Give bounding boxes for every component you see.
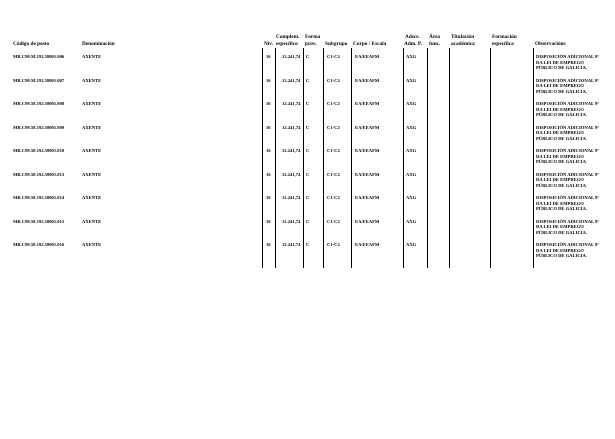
cell-complemento: 12.241,74 — [282, 101, 301, 106]
cell-forma: C — [306, 54, 310, 59]
cell-corpo: EA/EEAFM — [355, 195, 380, 200]
observacions-line-2: DA LEI DE EMPREGO — [536, 224, 584, 230]
cell-complemento: 12.241,74 — [282, 77, 301, 83]
header-subgrupo: Subgrupo — [325, 41, 348, 47]
cell-subgrupo: C1-C2 — [327, 54, 340, 59]
header-complemento-1: Complem. — [276, 34, 300, 40]
cell-corpo: EA/EEAFM — [355, 171, 380, 177]
cell-observacions — [536, 172, 608, 189]
cell-subgrupo: C1-C2 — [327, 218, 340, 224]
observacions-line-3: PÚBLICO DE GALICIA. — [536, 159, 587, 165]
header-area-2: func. — [429, 41, 441, 47]
observacions-line-3: PÚBLICO DE GALICIA. — [536, 65, 587, 71]
observacions-line-3: PÚBLICO DE GALICIA. — [536, 135, 587, 141]
cell-subgrupo: C1-C2 — [327, 101, 340, 106]
header-titulacion-2: académica — [451, 41, 475, 47]
cell-denominacion: AXENTE — [82, 242, 102, 247]
cell-forma: C — [306, 218, 310, 224]
cell-codigo: MR.C99.58.192.58001.009 — [13, 124, 65, 130]
column-divider — [303, 48, 304, 268]
cell-nivel: 16 — [266, 77, 271, 83]
cell-forma: C — [306, 242, 310, 247]
cell-forma: C — [306, 101, 310, 106]
cell-complemento: 12.241,74 — [282, 242, 301, 247]
cell-codigo: MR.C99.58.192.58001.016 — [13, 242, 65, 247]
cell-nivel: 16 — [266, 124, 271, 130]
cell-observacions — [536, 78, 608, 95]
cell-complemento: 12.241,74 — [282, 124, 301, 130]
cell-corpo: EA/EEAFM — [355, 54, 380, 59]
observacions-line-2: DA LEI DE EMPREGO — [536, 153, 584, 159]
column-divider — [262, 48, 263, 268]
cell-forma: C — [306, 148, 310, 153]
header-corpo: Corpo / Escala — [353, 41, 387, 47]
header-forma-1: Forma — [305, 34, 321, 40]
cell-subgrupo: C1-C2 — [327, 195, 340, 200]
observacions-line-2: DA LEI DE EMPREGO — [536, 59, 584, 65]
cell-complemento: 12.241,74 — [282, 148, 301, 153]
cell-adscricion: AXG — [406, 124, 417, 130]
observacions-line-2: DA LEI DE EMPREGO — [536, 130, 584, 136]
cell-denominacion: AXENTE — [82, 54, 102, 59]
observacions-line-1: DISPOSICIÓN ADICIONAL 9ª — [536, 124, 599, 130]
cell-corpo: EA/EEAFM — [355, 242, 380, 247]
cell-nivel: 16 — [266, 195, 271, 200]
cell-codigo: MR.C99.58.192.58001.007 — [13, 77, 65, 83]
cell-complemento: 12.241,74 — [282, 218, 301, 224]
cell-adscricion: AXG — [406, 101, 417, 106]
column-divider — [351, 48, 352, 268]
observacions-line-2: DA LEI DE EMPREGO — [536, 247, 584, 253]
observacions-line-3: PÚBLICO DE GALICIA. — [536, 206, 587, 212]
cell-subgrupo: C1-C2 — [327, 124, 340, 130]
column-divider — [490, 48, 491, 268]
cell-observacions — [536, 54, 608, 71]
header-adscricion-2: Adm. P. — [404, 41, 422, 47]
cell-corpo: EA/EEAFM — [355, 148, 380, 153]
cell-denominacion: AXENTE — [82, 171, 102, 177]
cell-adscricion: AXG — [406, 54, 417, 59]
column-divider — [403, 48, 404, 268]
header-formacion-1: Formación — [492, 34, 517, 40]
cell-subgrupo: C1-C2 — [327, 171, 340, 177]
cell-nivel: 16 — [266, 101, 271, 106]
column-divider — [323, 48, 324, 268]
cell-corpo: EA/EEAFM — [355, 101, 380, 106]
observacions-line-2: DA LEI DE EMPREGO — [536, 200, 584, 206]
cell-nivel: 16 — [266, 54, 271, 59]
header-titulacion-1: Titulación — [451, 34, 475, 40]
cell-forma: C — [306, 171, 310, 177]
cell-denominacion: AXENTE — [82, 124, 102, 130]
cell-nivel: 16 — [266, 218, 271, 224]
cell-subgrupo: C1-C2 — [327, 148, 340, 153]
observacions-line-2: DA LEI DE EMPREGO — [536, 177, 584, 183]
header-area-1: Área — [429, 34, 441, 40]
cell-adscricion: AXG — [406, 148, 417, 153]
header-codigo: Código de posto — [13, 41, 50, 47]
cell-denominacion: AXENTE — [82, 148, 102, 153]
cell-denominacion: AXENTE — [82, 195, 102, 200]
cell-forma: C — [306, 124, 310, 130]
observacions-line-3: PÚBLICO DE GALICIA. — [536, 112, 587, 118]
observacions-line-1: DISPOSICIÓN ADICIONAL 9ª — [536, 242, 599, 247]
cell-adscricion: AXG — [406, 218, 417, 224]
observacions-line-2: DA LEI DE EMPREGO — [536, 83, 584, 89]
observacions-line-3: PÚBLICO DE GALICIA. — [536, 229, 587, 235]
cell-corpo: EA/EEAFM — [355, 77, 380, 83]
cell-adscricion: AXG — [406, 171, 417, 177]
cell-observacions — [536, 219, 608, 236]
header-adscricion-1: Adscr. — [405, 34, 420, 40]
cell-codigo: MR.C99.58.192.58001.006 — [13, 54, 65, 59]
column-divider — [533, 48, 534, 268]
observacions-line-1: DISPOSICIÓN ADICIONAL 9ª — [536, 148, 599, 153]
cell-adscricion: AXG — [406, 77, 417, 83]
observacions-line-3: PÚBLICO DE GALICIA. — [536, 182, 587, 188]
header-observacions: Observacións — [535, 41, 566, 47]
observacions-line-3: PÚBLICO DE GALICIA. — [536, 88, 587, 94]
header-complemento-2: específico — [276, 41, 298, 47]
cell-corpo: EA/EEAFM — [355, 218, 380, 224]
cell-subgrupo: C1-C2 — [327, 242, 340, 247]
cell-forma: C — [306, 77, 310, 83]
header-forma-2: prov. — [305, 41, 317, 47]
cell-nivel: 16 — [266, 242, 271, 247]
cell-codigo: MR.C99.58.192.58001.008 — [13, 101, 65, 106]
observacions-line-1: DISPOSICIÓN ADICIONAL 9ª — [536, 77, 599, 83]
observacions-line-2: DA LEI DE EMPREGO — [536, 106, 584, 112]
cell-corpo: EA/EEAFM — [355, 124, 380, 130]
cell-observacions — [536, 125, 608, 142]
cell-adscricion: AXG — [406, 195, 417, 200]
header-denominacion: Denominación — [82, 41, 115, 47]
cell-codigo: MR.C99.58.192.58001.015 — [13, 218, 65, 224]
header-formacion-2: específica — [492, 41, 514, 47]
observacions-line-1: DISPOSICIÓN ADICIONAL 9ª — [536, 195, 599, 200]
cell-denominacion: AXENTE — [82, 101, 102, 106]
cell-codigo: MR.C99.58.192.58001.010 — [13, 148, 65, 153]
column-divider — [427, 48, 428, 268]
cell-observacions — [536, 101, 608, 118]
header-nivel: Niv. — [264, 41, 273, 47]
cell-subgrupo: C1-C2 — [327, 77, 340, 83]
cell-observacions — [536, 195, 608, 212]
cell-complemento: 12.241,74 — [282, 171, 301, 177]
cell-codigo: MR.C99.58.192.58001.014 — [13, 195, 65, 200]
observacions-line-1: DISPOSICIÓN ADICIONAL 9ª — [536, 171, 599, 177]
cell-adscricion: AXG — [406, 242, 417, 247]
cell-forma: C — [306, 195, 310, 200]
cell-complemento: 12.241,74 — [282, 54, 301, 59]
observacions-line-1: DISPOSICIÓN ADICIONAL 9ª — [536, 218, 599, 224]
cell-complemento: 12.241,74 — [282, 195, 301, 200]
cell-nivel: 16 — [266, 148, 271, 153]
cell-codigo: MR.C99.58.192.58001.013 — [13, 171, 65, 177]
column-divider — [449, 48, 450, 268]
cell-observacions — [536, 148, 608, 165]
observacions-line-3: PÚBLICO DE GALICIA. — [536, 253, 587, 259]
column-divider — [275, 48, 276, 268]
observacions-line-1: DISPOSICIÓN ADICIONAL 9ª — [536, 54, 599, 59]
cell-observacions — [536, 242, 608, 259]
cell-nivel: 16 — [266, 171, 271, 177]
observacions-line-1: DISPOSICIÓN ADICIONAL 9ª — [536, 101, 599, 106]
cell-denominacion: AXENTE — [82, 77, 102, 83]
cell-denominacion: AXENTE — [82, 218, 102, 224]
